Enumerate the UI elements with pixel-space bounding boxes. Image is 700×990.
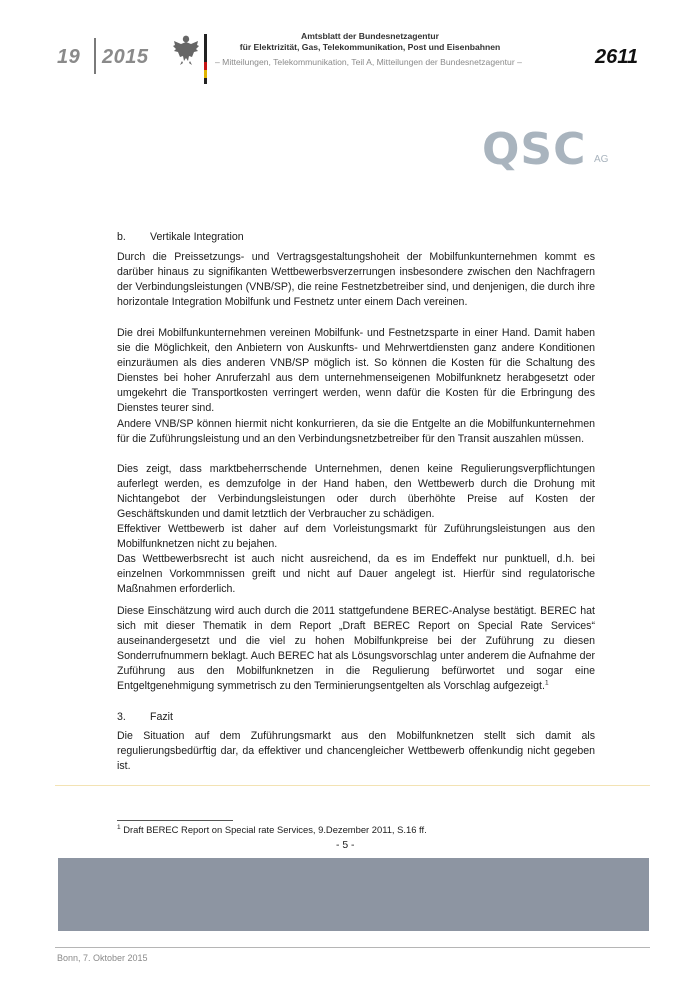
section-b-title: Vertikale Integration — [150, 231, 244, 243]
footer-date: Bonn, 7. Oktober 2015 — [57, 953, 148, 963]
gazette-subtitle: – Mitteilungen, Telekommunikation, Teil A, Mitteilungen der Bundesnetzagentur – — [215, 57, 522, 67]
gazette-title-line-1: Amtsblatt der Bundesnetzagentur — [301, 31, 439, 41]
divider-line — [55, 785, 650, 786]
berec-analysis-text: Diese Einschätzung wird auch durch die 2011 stattgefundene BEREC-Analyse bestätigt. BEREC hat sich mit dieser Thematik in dem Report „Draft BEREC Report on Special Rate Services“ auseinandergesetzt und die viel zu hohen Mobilfunkpreise bei der Zuführung zu diesen Sonderrufnummern beklagt. Auch BEREC hat als Lösungsvorschlag unter anderem die Aufnahme der Zuführung aus den Mobilfunknetzen in die Regulierung befürwortet und sogar eine Entgeltgenehmigung symmetrisch zu den Terminierungsentgelten als Vorschlag aufgezeigt. — [117, 605, 595, 692]
section-3-title: Fazit — [150, 711, 173, 723]
footer-rule — [55, 947, 650, 948]
qsc-logo — [482, 124, 612, 175]
issue-number: 19 — [57, 46, 81, 68]
footnote-text: Draft BEREC Report on Special rate Services, 9.Dezember 2011, S.16 ff. — [123, 824, 427, 835]
flag-bar-gold — [204, 70, 207, 78]
section-3-number: 3. — [117, 711, 126, 723]
footer-band — [58, 858, 649, 931]
section-b-paragraph-3: Andere VNB/SP können hiermit nicht konkurrieren, da sie die Entgelte an die Mobilfunkunternehmen für die Zuführungsleistung und an den Verbindungsnetzbetreiber für den Transit auszahlen müssen. — [117, 418, 595, 445]
qsc-logo-text: QSC — [482, 124, 587, 175]
footnote — [117, 824, 427, 835]
qsc-logo-suffix: AG — [594, 154, 609, 165]
gazette-page-number: 2611 — [595, 46, 639, 68]
section-b-paragraph-5: Effektiver Wettbewerb ist daher auf dem Vorleistungsmarkt für Zuführungsleistungen aus den Mobilfunknetzen nicht zu bejahen. — [117, 523, 595, 550]
section-b-paragraph-6: Das Wettbewerbsrecht ist auch nicht ausreichend, da es im Endeffekt nur punktuell, d.h. bei einzelnen Vorkommnissen greift und nicht auf Dauer angelegt ist. Hierfür sind regulatorische Maßnahmen erforderlich. — [117, 553, 595, 595]
footnote-reference: 1 — [544, 679, 549, 687]
section-b-paragraph-1: Durch die Preissetzungs- und Vertragsgestaltungshoheit der Mobilfunkunternehmen kommt es darüber hinaus zu signifikanten Wettbewerbsverzerrungen insbesondere zwischen den Nachfragern der Verbindungsleistungen (VNB/SP), die reine Festnetzbetreiber sind, und denjenigen, die durch ihre horizontale Integration Mobilfunk und Festnetz unter einem Dach vereinen. — [117, 251, 595, 308]
federal-eagle-icon — [172, 31, 200, 67]
issue-divider — [94, 38, 96, 74]
section-b-paragraph-2: Die drei Mobilfunkunternehmen vereinen Mobilfunk- und Festnetzsparte in einer Hand. Damit haben sie die Möglichkeit, den Anbietern von Auskunfts- und Mehrwertdiensten ganz andere Konditionen einzuräumen als dies anderen VNB/SP möglich ist. So können die Kosten für die Schaltung des Dienstes bei hoher Anruferzahl aus dem unternehmenseigenen Mobilfunknetz herabgesetzt oder umgekehrt die Transportkosten verringert werden, wenn dafür die Kosten für die Erbringung des Dienstes teurer sind. — [117, 327, 595, 414]
gazette-title — [215, 31, 525, 53]
section-3-paragraph: Die Situation auf dem Zuführungsmarkt aus den Mobilfunknetzen stellt sich damit als regulierungsbedürftig dar, da effektiver und chancengleicher Wettbewerb offenkundig nicht gegeben ist. — [117, 730, 595, 772]
footnote-marker: 1 — [117, 823, 121, 831]
section-b-number: b. — [117, 231, 126, 243]
footnote-rule — [117, 820, 233, 821]
document-page-marker: - 5 - — [336, 840, 355, 851]
section-b-paragraph-7 — [117, 604, 595, 694]
issue-year: 2015 — [102, 46, 149, 68]
section-b-paragraph-4: Dies zeigt, dass marktbeherrschende Unternehmen, denen keine Regulierungsverpflichtungen auferlegt werden, es demzufolge in der Hand haben, den Wettbewerb durch die Drohung mit Nichtangebot der Verbindungsleistungen oder durch überhöhte Preise auf Kosten der Geschäftskunden und damit letztlich der Verbraucher zu schädigen. — [117, 463, 595, 520]
flag-bar-red — [204, 62, 207, 70]
gazette-title-line-2: für Elektrizität, Gas, Telekommunikation, Post und Eisenbahnen — [239, 42, 501, 52]
